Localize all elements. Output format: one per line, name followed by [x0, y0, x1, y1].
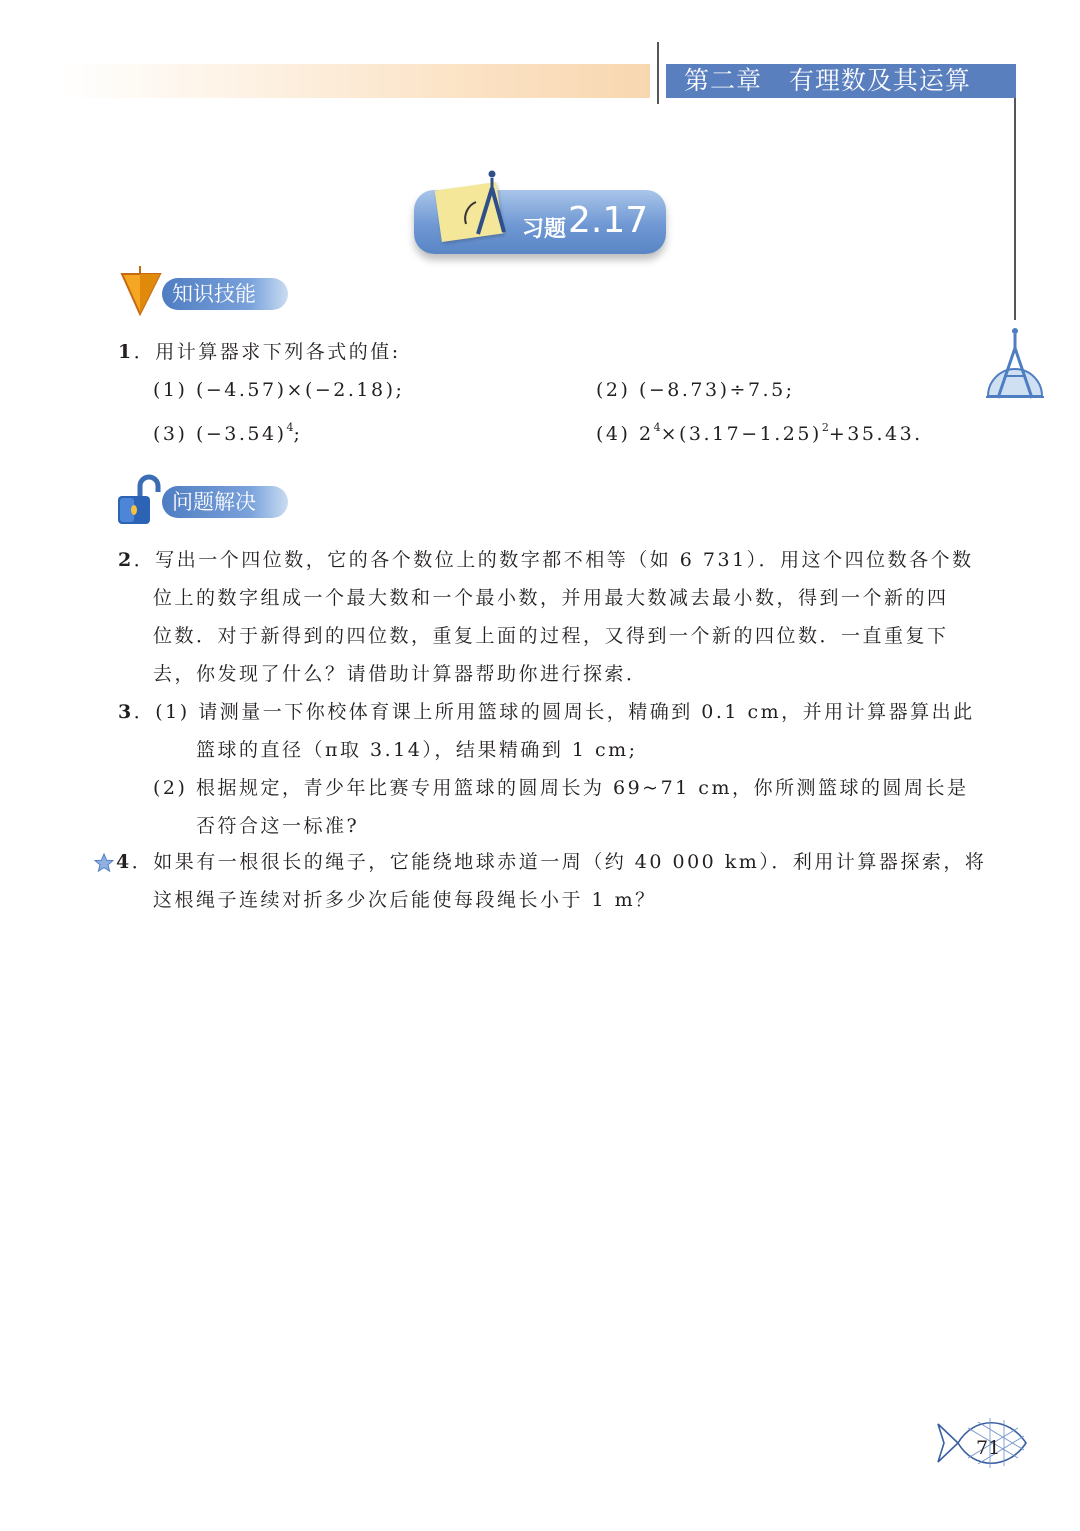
exercise-badge-number: 2.17 [568, 200, 649, 241]
item-label: (4) [596, 423, 631, 445]
item-expression-end: +35.43. [828, 423, 923, 445]
question-2-text: ．写出一个四位数，它的各个数位上的数字都不相等（如 6 731）．用这个四位数各个数 [133, 549, 974, 571]
chapter-header [666, 64, 1016, 98]
padlock-icon [116, 474, 162, 526]
question-3-number: 3 [118, 701, 134, 723]
page-number: 71 [976, 1437, 1001, 1459]
question-3-line-2: 篮球的直径（π取 3.14），结果精确到 1 cm; [196, 739, 638, 761]
header-divider [657, 42, 659, 104]
question-3-line-3: (2) 根据规定，青少年比赛专用篮球的圆周长为 69~71 cm，你所测篮球的圆周长是 [153, 777, 969, 799]
question-3-text: ．(1) 请测量一下你校体育课上所用篮球的圆周长，精确到 0.1 cm，并用计算器算出此 [133, 701, 975, 723]
exponent: 2 [821, 421, 829, 434]
question-1-item-3 [153, 413, 302, 449]
question-3-line-1 [118, 697, 975, 727]
exercise-badge-word: 习题 [522, 217, 567, 242]
item-expression-end: ; [293, 423, 303, 445]
question-4-number: 4 [116, 851, 132, 873]
chapter-title: 有理数及其运算 [788, 66, 971, 95]
item-label: (2) [596, 379, 631, 401]
item-label: (1) [153, 379, 188, 401]
exponent: 4 [286, 421, 294, 434]
question-2-line-4: 去，你发现了什么？请借助计算器帮助你进行探索． [153, 663, 648, 685]
question-1 [118, 337, 401, 367]
question-4-line-1 [116, 847, 986, 877]
question-4-line-2: 这根绳子连续对折多少次后能使每段绳长小于 1 m？ [153, 889, 657, 911]
question-1-item-4 [596, 413, 923, 449]
item-expression: (−4.57)×(−2.18); [195, 379, 405, 401]
compass-icon [456, 168, 512, 242]
header-decoration-band [60, 64, 650, 98]
question-1-item-1 [153, 375, 404, 405]
item-label: (3) [153, 423, 188, 445]
question-3-line-4: 否符合这一标准? [196, 815, 360, 837]
item-expression: (−3.54) [195, 423, 287, 445]
section-title-skills: 知识技能 [162, 278, 288, 310]
question-2-number: 2 [118, 549, 134, 571]
margin-rule [1014, 98, 1016, 320]
question-2-line-1 [118, 545, 974, 575]
question-1-item-2 [596, 375, 795, 405]
section-title-problem-solving: 问题解决 [162, 486, 288, 518]
question-1-number: 1 [118, 341, 134, 363]
item-expression: (−8.73)÷7.5; [638, 379, 795, 401]
item-base: 2 [638, 423, 654, 445]
plumb-bob-icon [120, 266, 164, 316]
exponent: 4 [653, 421, 661, 434]
question-2-line-3: 位数．对于新得到的四位数，重复上面的过程，又得到一个新的四位数．一直重复下 [153, 625, 949, 647]
question-1-text: ．用计算器求下列各式的值: [133, 341, 401, 363]
question-4-text: ．如果有一根很长的绳子，它能绕地球赤道一周（约 40 000 km）．利用计算器探索，将 [131, 851, 987, 873]
chapter-number: 第二章 [684, 66, 763, 95]
question-2-line-2: 位上的数字组成一个最大数和一个最小数，并用最大数减去最小数，得到一个新的四 [153, 587, 949, 609]
compass-protractor-icon [984, 326, 1046, 402]
item-expression: ×(3.17−1.25) [660, 423, 822, 445]
star-icon [94, 853, 114, 873]
